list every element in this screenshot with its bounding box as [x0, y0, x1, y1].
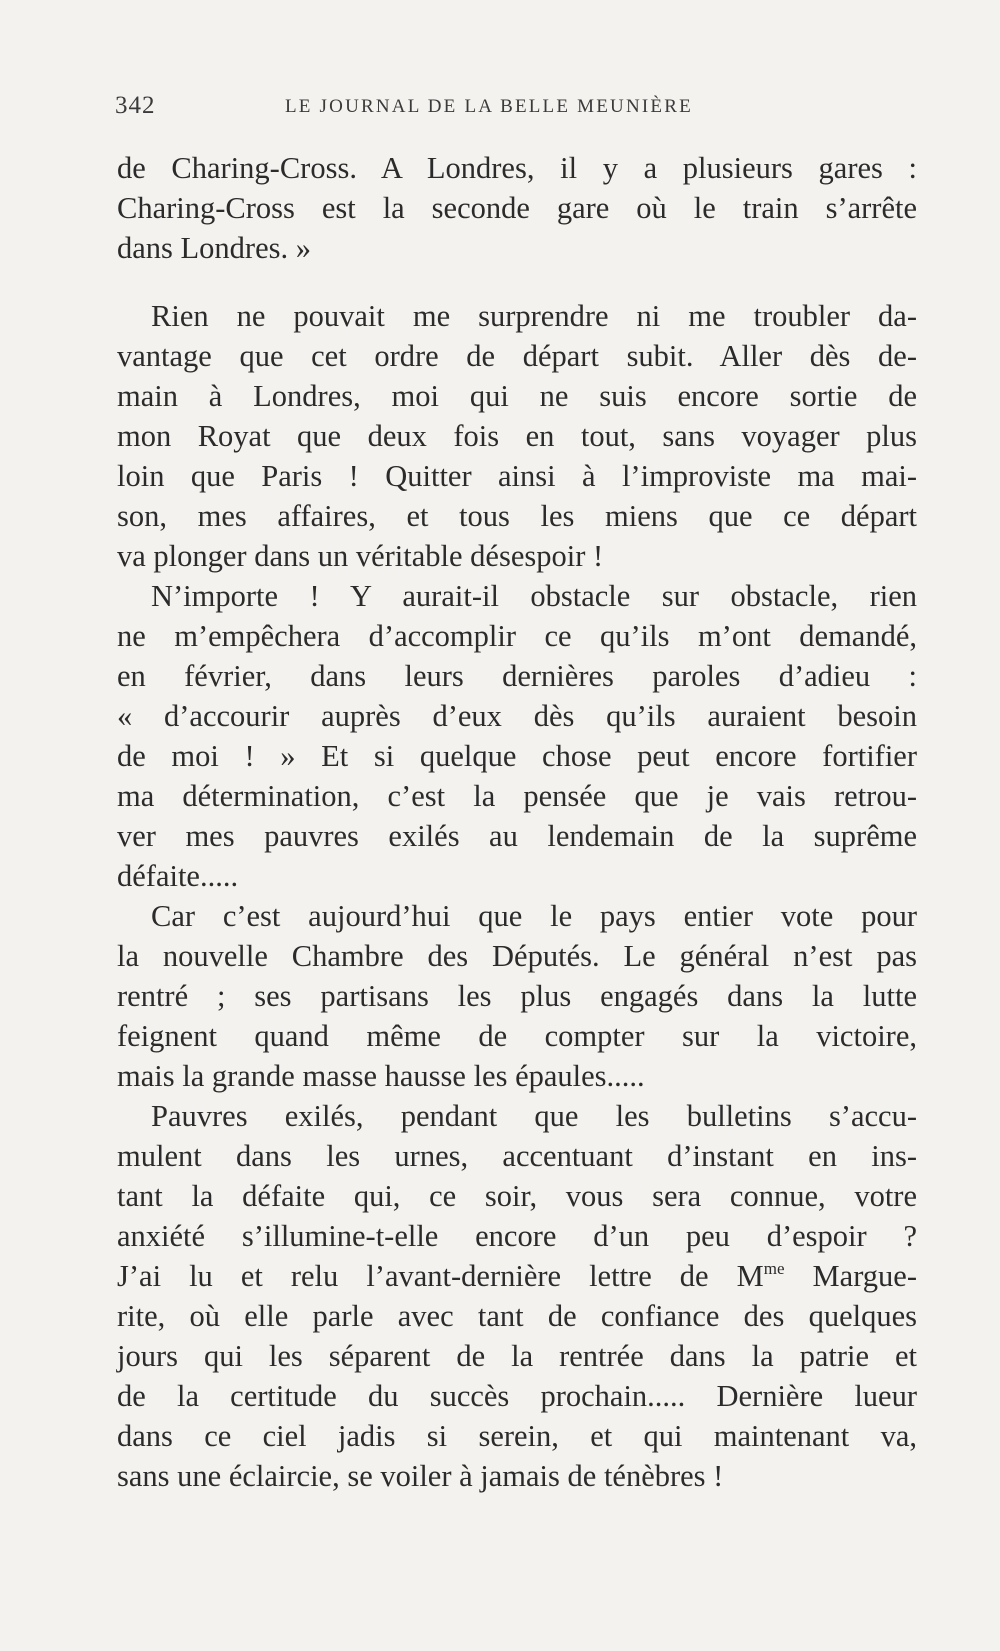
text-line: Pauvres exilés, pendant que les bulletins s’accu- [151, 1099, 917, 1133]
text-line: jours qui les séparent de la rentrée dans la patrie et [117, 1339, 917, 1373]
text-line: Rien ne pouvait me surprendre ni me troubler da- [151, 299, 917, 333]
superscript-abbrev: me [763, 1259, 785, 1278]
text-line: loin que Paris ! Quitter ainsi à l’improviste ma mai- [117, 459, 917, 493]
text-line: dans ce ciel jadis si serein, et qui maintenant va, [117, 1419, 917, 1453]
text-line: Charing-Cross est la seconde gare où le train s’arrête [117, 191, 917, 225]
text-line: mon Royat que deux fois en tout, sans voyager plus [117, 419, 917, 453]
paragraph-5 [117, 1096, 917, 1496]
text-line: feignent quand même de compter sur la victoire, [117, 1019, 917, 1053]
paragraph-3 [117, 576, 917, 896]
paragraph-1 [117, 148, 917, 268]
running-head [115, 92, 915, 124]
paragraph-2 [117, 296, 917, 576]
text-line: de la certitude du succès prochain..... Dernière lueur [117, 1379, 917, 1413]
text-line: en février, dans leurs dernières paroles d’adieu : [117, 659, 917, 693]
text-line: rentré ; ses partisans les plus engagés dans la lutte [117, 979, 917, 1013]
text-line: mais la grande masse hausse les épaules..... [117, 1059, 645, 1093]
text-line: « d’accourir auprès d’eux dès qu’ils auraient besoin [117, 699, 917, 733]
running-title: LE JOURNAL DE LA BELLE MEUNIÈRE [285, 96, 693, 117]
text-line: ma détermination, c’est la pensée que je vais retrou- [117, 779, 917, 813]
text-line: vantage que cet ordre de départ subit. Aller dès de- [117, 339, 917, 373]
text-line: ver mes pauvres exilés au lendemain de la suprême [117, 819, 917, 853]
text-line: Car c’est aujourd’hui que le pays entier vote pour [151, 899, 917, 933]
text-line: N’importe ! Y aurait-il obstacle sur obstacle, rien [151, 579, 917, 613]
text-line: la nouvelle Chambre des Députés. Le général n’est pas [117, 939, 917, 973]
text-line: défaite..... [117, 859, 239, 893]
text-fragment: J’ai lu et relu l’avant-dernière lettre de M [117, 1259, 764, 1293]
text-line: sans une éclaircie, se voiler à jamais de ténèbres ! [117, 1459, 724, 1493]
text-line: main à Londres, moi qui ne suis encore sortie de [117, 379, 917, 413]
text-line: va plonger dans un véritable désespoir ! [117, 539, 604, 573]
text-line: anxiété s’illumine-t-elle encore d’un peu d’espoir ? [117, 1219, 917, 1253]
text-line: ne m’empêchera d’accomplir ce qu’ils m’ont demandé, [117, 619, 917, 653]
text-line: mulent dans les urnes, accentuant d’instant en ins- [117, 1139, 917, 1173]
text-line: son, mes affaires, et tous les miens que ce départ [117, 499, 917, 533]
text-line: de moi ! » Et si quelque chose peut encore fortifier [117, 739, 917, 773]
text-line: rite, où elle parle avec tant de confiance des quelques [117, 1299, 917, 1333]
page-number: 342 [115, 92, 156, 119]
paragraph-4 [117, 896, 917, 1096]
text-fragment: Margue- [784, 1259, 917, 1293]
paragraph-gap [117, 268, 917, 296]
text-line: tant la défaite qui, ce soir, vous sera connue, votre [117, 1179, 917, 1213]
text-line: de Charing-Cross. A Londres, il y a plusieurs gares : [117, 151, 917, 185]
text-line: dans Londres. » [117, 231, 311, 265]
text-line [117, 1256, 917, 1296]
body-text [117, 148, 917, 1496]
